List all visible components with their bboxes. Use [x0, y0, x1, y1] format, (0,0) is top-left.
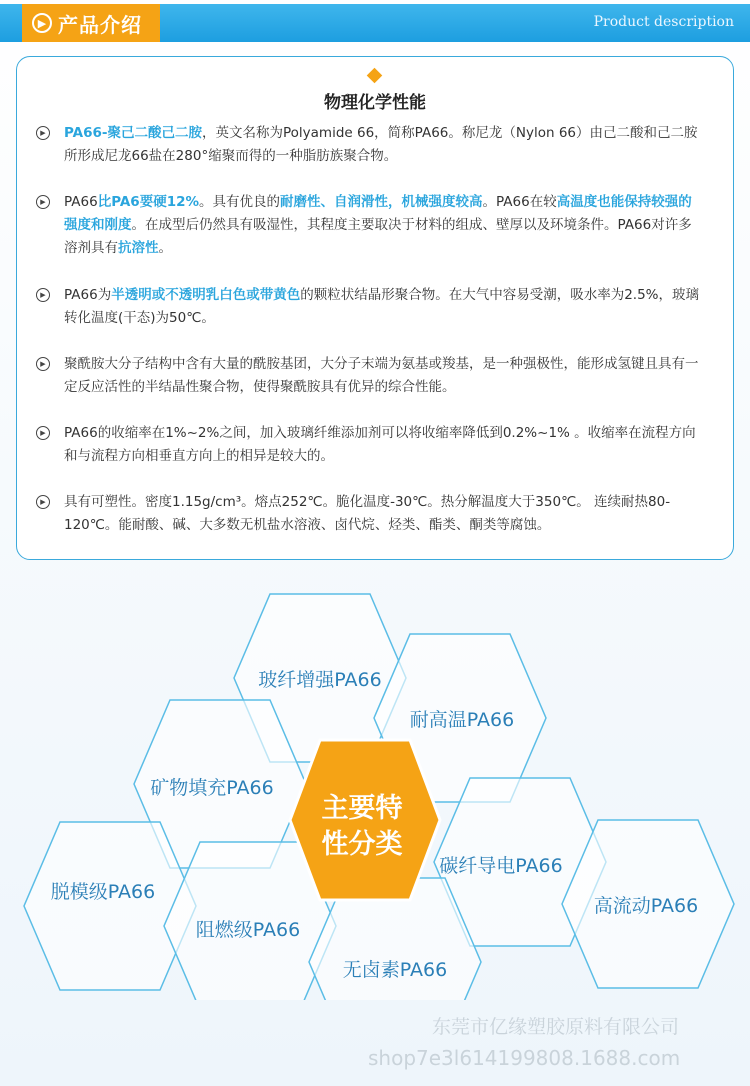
highlight-text: 比PA6要硬12%: [97, 194, 200, 210]
header-subtitle: Product description: [593, 14, 734, 30]
paragraph-6: 具有可塑性。密度1.15g/cm³。熔点252℃。脆化温度-30℃。热分解温度大于350℃。 连续耐热80-120℃。能耐酸、碱、大多数无机盐水溶液、卤代烷、烃类、酯类、酮类等腐蚀。: [64, 494, 671, 533]
paragraph-5: PA66的收缩率在1%~2%之间，加入玻璃纤维添加剂可以将收缩率降低到0.2%~1% 。收缩率在流程方向和与流程方向相垂直方向上的相异是较大的。: [64, 425, 696, 464]
highlight-text: 耐磨性、自润滑性，机械强度较高: [280, 194, 483, 210]
bullet-icon: ▶: [36, 126, 50, 140]
center-label-line2: 性分类: [321, 829, 403, 860]
paragraph-text: 的颗粒状结晶形聚合物。在大气中容易受潮，吸水率为2.5%，玻璃转化温度(干态)为50℃。: [64, 287, 699, 326]
paragraph-text: 。PA66在较: [482, 194, 557, 210]
bullet-icon: ▶: [36, 195, 50, 209]
hexagon-high-flow: [562, 820, 734, 988]
header-title: 产品介绍: [58, 12, 142, 37]
hexagon-release-grade: [24, 822, 196, 990]
hex-label: 耐高温PA66: [409, 709, 515, 731]
header-bar: [0, 4, 750, 42]
paragraph-3: [64, 284, 704, 330]
paragraph-text: ，英文名称为Polyamide 66，简称PA66。称尼龙（Nylon 66）由己二酸和己二胺所形成尼龙66盐在280°缩聚而得的一种脂肪族聚合物。: [64, 125, 698, 164]
bullet-icon: ▶: [36, 357, 50, 371]
hex-label: 高流动PA66: [593, 895, 699, 917]
paragraph-text: PA66为: [64, 287, 112, 303]
hex-label: 脱模级PA66: [50, 881, 156, 903]
paragraph-4: 聚酰胺大分子结构中含有大量的酰胺基团，大分子末端为氨基或羧基，是一种强极性，能形成氢键且具有一定反应活性的半结晶性聚合物，使得聚酰胺具有优异的综合性能。: [64, 356, 699, 395]
paragraph-1: [64, 122, 704, 168]
highlight-text: 抗溶性: [118, 240, 159, 256]
paragraph-text: 。在成型后仍然具有吸湿性，其程度主要取决于材料的组成、壁厚以及环境条件。PA66对许多溶剂具有: [64, 217, 692, 256]
hex-label: 矿物填充PA66: [150, 777, 274, 799]
hex-label: 碳纤导电PA66: [439, 855, 563, 877]
highlight-text: 半透明或不透明乳白色或带黄色: [111, 287, 301, 303]
arrow-circle-icon: ▶: [32, 13, 52, 33]
watermark-shop: shop7e3l614199808.1688.com: [368, 1046, 681, 1070]
center-label-line1: 主要特: [321, 793, 403, 824]
bullet-icon: ▶: [36, 426, 50, 440]
header-tag: [22, 4, 160, 42]
bullet-icon: ▶: [36, 495, 50, 509]
hexagon-center: [290, 740, 440, 900]
paragraph-text: 。具有优良的: [199, 194, 281, 210]
watermark-company: 东莞市亿缘塑胶原料有限公司: [432, 1016, 680, 1038]
hex-label: 无卤素PA66: [342, 959, 448, 981]
paragraph-text: PA66: [64, 194, 98, 210]
feature-hexagon-diagram: [0, 580, 750, 1000]
highlight-text: PA66-聚己二酸己二胺: [64, 125, 202, 141]
paragraph-2: [64, 191, 704, 260]
highlight-text: 高温度也能保持较强的强度和刚度: [64, 194, 692, 233]
bullet-icon: ▶: [36, 288, 50, 302]
paragraph-text: 。: [158, 240, 172, 256]
hex-label: 阻燃级PA66: [195, 919, 301, 941]
section-title: 物理化学性能: [324, 93, 426, 113]
hex-label: 玻纤增强PA66: [258, 669, 382, 691]
